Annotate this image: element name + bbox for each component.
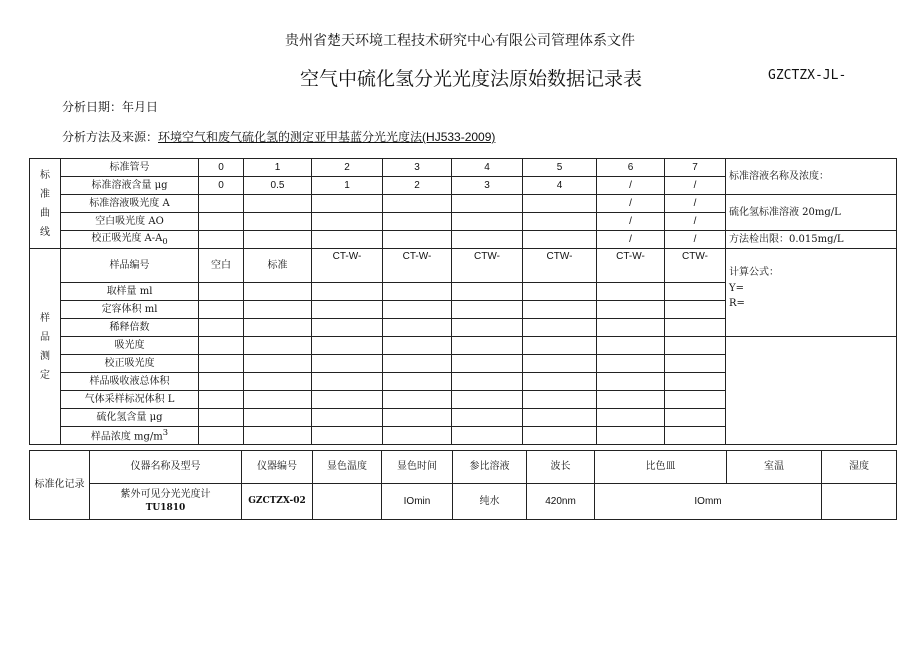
- formula-label: 计算公式：: [729, 267, 779, 278]
- sample-id-cell: CTW-: [665, 249, 726, 283]
- method-value: 环境空气和废气硫化氢的测定亚甲基蓝分光光度法(HJ533-2009): [158, 130, 496, 144]
- cell[interactable]: [523, 283, 597, 301]
- tube-number: 6: [597, 159, 665, 177]
- tube-number: 3: [383, 159, 452, 177]
- cell[interactable]: [312, 213, 383, 231]
- corrected-absorbance-label: 校正吸光度 $A-A_0$: [61, 231, 199, 249]
- sample-row-label: 硫化氢含量 μg: [61, 409, 199, 427]
- standardization-record-table: [29, 450, 897, 520]
- cell[interactable]: [383, 283, 452, 301]
- cell[interactable]: [597, 301, 665, 319]
- detection-limit: 方法检出限：0.015mg/L: [726, 231, 897, 249]
- wavelength: 420nm: [527, 484, 595, 520]
- cell[interactable]: [312, 409, 383, 427]
- cell[interactable]: [523, 391, 597, 409]
- record-header-row: [30, 451, 897, 484]
- cell[interactable]: [665, 301, 726, 319]
- cell[interactable]: [383, 213, 452, 231]
- cell[interactable]: [199, 427, 244, 445]
- cuvette: IOmm: [595, 484, 822, 520]
- cell[interactable]: [312, 231, 383, 249]
- tube-number: 4: [452, 159, 523, 177]
- record-header: 比色皿: [595, 451, 727, 484]
- record-header: 仪器编号: [242, 451, 313, 484]
- sample-row-label: 样品吸收液总体积: [61, 373, 199, 391]
- instrument-name: 紫外可见分光光度计: [120, 489, 211, 501]
- amount-cell: 3: [452, 177, 523, 195]
- amount-cell: 0.5: [244, 177, 312, 195]
- main-record-table: [29, 158, 897, 445]
- cell[interactable]: [452, 213, 523, 231]
- cell[interactable]: [244, 231, 312, 249]
- sample-row: [30, 337, 897, 355]
- blank-note-area[interactable]: [726, 337, 897, 445]
- amount-cell: /: [597, 177, 665, 195]
- amount-cell: /: [665, 177, 726, 195]
- cell[interactable]: [665, 355, 726, 373]
- amount-cell: 2: [383, 177, 452, 195]
- instrument-name-cell: [90, 484, 242, 520]
- reference-solution: 纯水: [453, 484, 527, 520]
- amount-cell: 1: [312, 177, 383, 195]
- tube-number: 0: [199, 159, 244, 177]
- cell[interactable]: [523, 301, 597, 319]
- cell[interactable]: [244, 213, 312, 231]
- sample-row-id: [30, 249, 897, 283]
- cell[interactable]: [452, 337, 523, 355]
- instrument-model: TU1810: [145, 503, 186, 514]
- cell[interactable]: [199, 301, 244, 319]
- slash-cell: /: [597, 231, 665, 249]
- blank-absorbance-label: 空白吸光度 AO: [61, 213, 199, 231]
- curve-row-tube: [30, 159, 897, 177]
- cell[interactable]: [199, 231, 244, 249]
- cell[interactable]: [312, 355, 383, 373]
- organization-name: 贵州省楚天环境工程技术研究中心有限公司管理体系文件: [285, 33, 635, 49]
- analysis-date: 分析日期：年月日: [62, 100, 159, 114]
- cell[interactable]: [199, 283, 244, 301]
- cell[interactable]: [383, 337, 452, 355]
- cell[interactable]: [452, 355, 523, 373]
- sample-row-label: 稀释倍数: [61, 319, 199, 337]
- cell[interactable]: [383, 427, 452, 445]
- cell[interactable]: [597, 409, 665, 427]
- slash-cell: /: [665, 213, 726, 231]
- cell[interactable]: [199, 409, 244, 427]
- cell[interactable]: [312, 373, 383, 391]
- document-number: GZCTZX-JL-: [768, 68, 847, 83]
- cell[interactable]: [383, 319, 452, 337]
- record-header: 显色温度: [313, 451, 382, 484]
- cell[interactable]: [523, 409, 597, 427]
- formula-block: [726, 249, 897, 337]
- sample-id-cell: CT-W-: [312, 249, 383, 283]
- cell[interactable]: [312, 283, 383, 301]
- cell[interactable]: [523, 195, 597, 213]
- cell[interactable]: [383, 373, 452, 391]
- sample-row-label: 气体采样标况体积 L: [61, 391, 199, 409]
- cell[interactable]: [452, 391, 523, 409]
- room-temperature[interactable]: [822, 484, 897, 520]
- sample-section-label: 样 品 测 定: [30, 249, 61, 445]
- cell[interactable]: [244, 409, 312, 427]
- standard-solution-value: 硫化氢标准溶液 20mg/L: [726, 195, 897, 231]
- cell[interactable]: [523, 355, 597, 373]
- analysis-method: [62, 128, 495, 145]
- cell[interactable]: [523, 337, 597, 355]
- tube-label: 标准管号: [61, 159, 199, 177]
- record-header: 室温: [727, 451, 822, 484]
- cell[interactable]: [597, 373, 665, 391]
- cell[interactable]: [383, 355, 452, 373]
- cell[interactable]: [523, 427, 597, 445]
- cell[interactable]: [665, 319, 726, 337]
- sample-row-label: 吸光度: [61, 337, 199, 355]
- record-value-row: [30, 484, 897, 520]
- document-title: 空气中硫化氢分光光度法原始数据记录表: [300, 68, 643, 90]
- cell[interactable]: [452, 409, 523, 427]
- cell[interactable]: [597, 355, 665, 373]
- curve-section-label: 标 准 曲 线: [30, 159, 61, 249]
- cell[interactable]: [312, 337, 383, 355]
- tube-number: 1: [244, 159, 312, 177]
- amount-cell: 0: [199, 177, 244, 195]
- slash-cell: /: [597, 213, 665, 231]
- sample-id-cell: CT-W-: [383, 249, 452, 283]
- cell[interactable]: [597, 319, 665, 337]
- cell[interactable]: [199, 213, 244, 231]
- cell[interactable]: [452, 283, 523, 301]
- cell[interactable]: [452, 231, 523, 249]
- instrument-number: GZCTZX-02: [242, 484, 313, 520]
- slash-cell: /: [665, 231, 726, 249]
- sample-id-cell: CTW-: [452, 249, 523, 283]
- cell[interactable]: [665, 391, 726, 409]
- cell[interactable]: [597, 283, 665, 301]
- cell[interactable]: [244, 301, 312, 319]
- cell[interactable]: [383, 195, 452, 213]
- cell[interactable]: [244, 391, 312, 409]
- amount-cell: 4: [523, 177, 597, 195]
- record-header: 参比溶液: [453, 451, 527, 484]
- cell[interactable]: [199, 319, 244, 337]
- cell[interactable]: [597, 337, 665, 355]
- method-code: (HJ533-2009): [422, 130, 496, 144]
- cell[interactable]: [312, 195, 383, 213]
- sample-id-label: 样品编号: [61, 249, 199, 283]
- sample-id-cell: 标准: [244, 249, 312, 283]
- cell[interactable]: [665, 283, 726, 301]
- cell[interactable]: [452, 427, 523, 445]
- sample-id-cell: 空白: [199, 249, 244, 283]
- cell[interactable]: [597, 391, 665, 409]
- cell[interactable]: [383, 409, 452, 427]
- cell[interactable]: [312, 301, 383, 319]
- absorbance-label: 标准溶液吸光度 A: [61, 195, 199, 213]
- amount-label: 标准溶液含量 μg: [61, 177, 199, 195]
- record-header: 波长: [527, 451, 595, 484]
- tube-number: 5: [523, 159, 597, 177]
- record-header: 显色时间: [382, 451, 453, 484]
- cell[interactable]: [665, 373, 726, 391]
- cell[interactable]: [312, 319, 383, 337]
- cell[interactable]: [665, 427, 726, 445]
- cell[interactable]: [199, 195, 244, 213]
- cell[interactable]: [452, 319, 523, 337]
- cell[interactable]: [244, 195, 312, 213]
- cell[interactable]: [452, 195, 523, 213]
- cell[interactable]: [199, 391, 244, 409]
- sample-concentration-label: 样品浓度 $mg/m^3$: [61, 427, 199, 445]
- cell[interactable]: [665, 409, 726, 427]
- cell[interactable]: [523, 373, 597, 391]
- record-header: 仪器名称及型号: [90, 451, 242, 484]
- curve-row-absorbance: [30, 195, 897, 213]
- cell[interactable]: [312, 427, 383, 445]
- y-label: Y=: [729, 282, 744, 294]
- record-header: 湿度: [822, 451, 897, 484]
- cell[interactable]: [452, 373, 523, 391]
- sample-id-cell: CTW-: [523, 249, 597, 283]
- tube-number: 2: [312, 159, 383, 177]
- slash-cell: /: [597, 195, 665, 213]
- cell[interactable]: [597, 427, 665, 445]
- record-section-label: 标准化记录: [30, 451, 90, 520]
- cell[interactable]: [312, 391, 383, 409]
- cell[interactable]: [199, 337, 244, 355]
- color-temperature[interactable]: [313, 484, 382, 520]
- cell[interactable]: [244, 355, 312, 373]
- cell[interactable]: [244, 283, 312, 301]
- cell[interactable]: [244, 337, 312, 355]
- color-time: IOmin: [382, 484, 453, 520]
- sample-row-label: 定容体积 ml: [61, 301, 199, 319]
- cell[interactable]: [523, 319, 597, 337]
- cell[interactable]: [199, 373, 244, 391]
- sample-row-label: 取样量 ml: [61, 283, 199, 301]
- slash-cell: /: [665, 195, 726, 213]
- cell[interactable]: [665, 337, 726, 355]
- method-label: 分析方法及来源：: [62, 130, 159, 144]
- standard-solution-name-label: 标准溶液名称及浓度：: [726, 159, 897, 195]
- cell[interactable]: [199, 355, 244, 373]
- cell[interactable]: [244, 427, 312, 445]
- cell[interactable]: [452, 301, 523, 319]
- cell[interactable]: [244, 373, 312, 391]
- cell[interactable]: [523, 213, 597, 231]
- tube-number: 7: [665, 159, 726, 177]
- cell[interactable]: [383, 391, 452, 409]
- sample-id-cell: CT-W-: [597, 249, 665, 283]
- sample-row-label: 校正吸光度: [61, 355, 199, 373]
- curve-row-corrected: [30, 231, 897, 249]
- cell[interactable]: [383, 301, 452, 319]
- cell[interactable]: [523, 231, 597, 249]
- cell[interactable]: [244, 319, 312, 337]
- cell[interactable]: [383, 231, 452, 249]
- r-label: R=: [729, 298, 745, 309]
